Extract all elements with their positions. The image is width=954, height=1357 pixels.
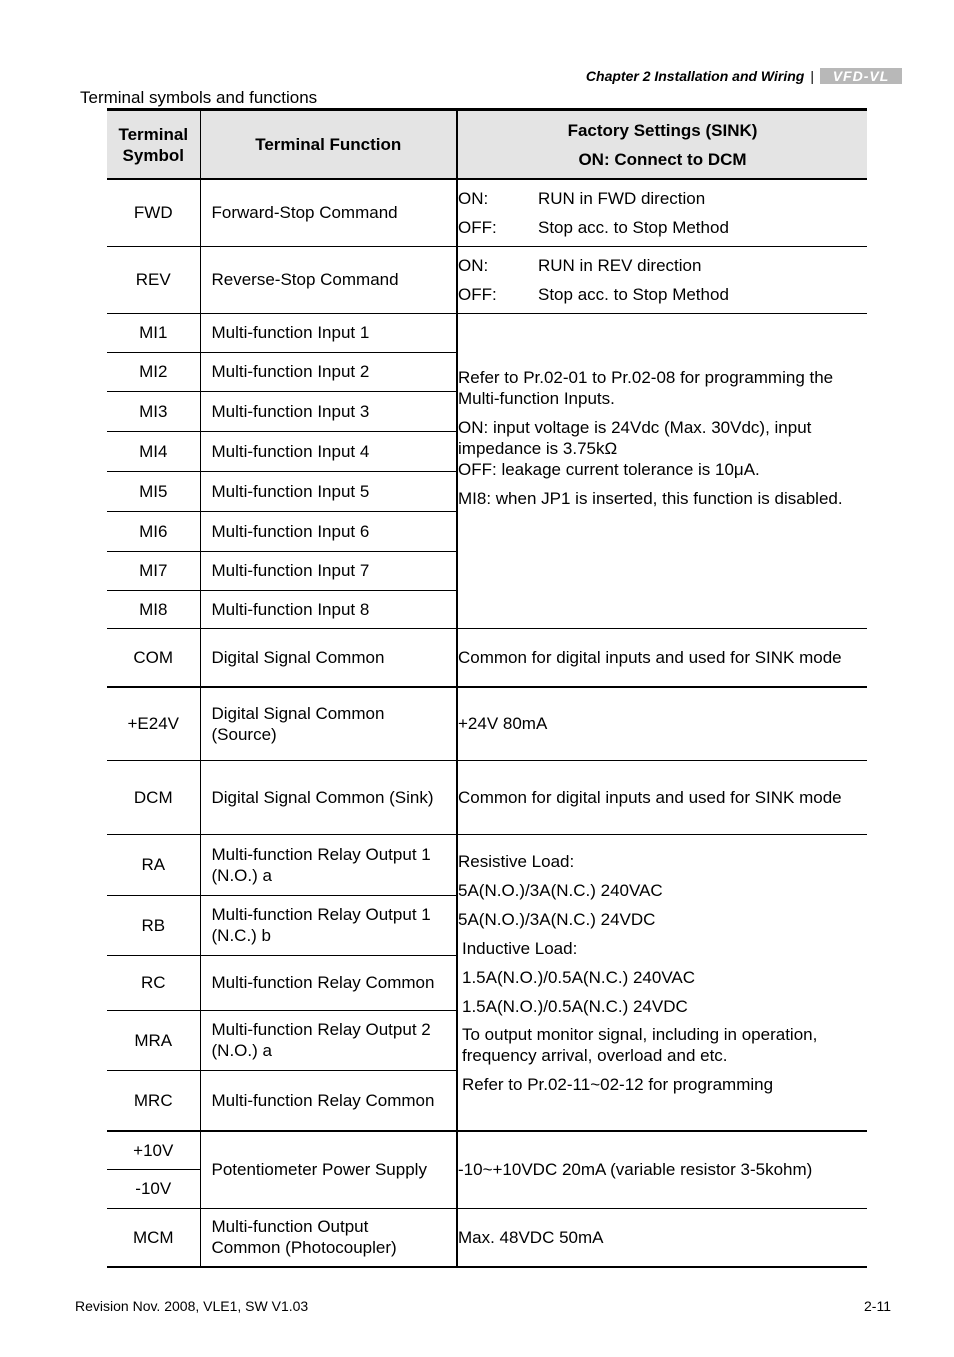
function-cell: Multi-function Input 6 xyxy=(200,511,457,551)
revision-footer: Revision Nov. 2008, VLE1, SW V1.03 xyxy=(75,1298,309,1314)
relay-settings-l4: Inductive Load: xyxy=(462,939,578,959)
symbol-cell: FWD xyxy=(107,179,200,246)
symbol-cell: MCM xyxy=(107,1208,200,1267)
symbol-cell: +E24V xyxy=(107,687,200,760)
symbol-cell: DCM xyxy=(107,760,200,834)
function-cell: Multi-function Relay Output 1 (N.O.) a xyxy=(200,834,457,895)
brand-logo: VFD-VL xyxy=(820,68,902,84)
off-value: Stop acc. to Stop Method xyxy=(538,284,729,304)
relay-settings-l8: Refer to Pr.02-11~02-12 for programming xyxy=(462,1075,774,1095)
header-symbol: Terminal Symbol xyxy=(107,110,200,180)
function-cell: Multi-function Input 5 xyxy=(200,471,457,511)
settings-cell: Max. 48VDC 50mA xyxy=(457,1208,867,1267)
relay-settings-l6: 1.5A(N.O.)/0.5A(N.C.) 24VDC xyxy=(462,997,688,1017)
function-cell: Multi-function Input 4 xyxy=(200,431,457,471)
symbol-cell: MI4 xyxy=(107,431,200,471)
symbol-cell: COM xyxy=(107,628,200,687)
relay-settings-l3: 5A(N.O.)/3A(N.C.) 24VDC xyxy=(458,910,656,930)
page-header xyxy=(586,68,902,84)
symbol-cell: MI7 xyxy=(107,551,200,590)
table-row xyxy=(107,687,867,760)
mi-settings-p4: MI8: when JP1 is inserted, this function is disabled. xyxy=(458,488,843,508)
function-cell: Multi-function Relay Output 1 (N.C.) b xyxy=(200,895,457,955)
header-separator: | xyxy=(810,68,814,84)
on-key: ON: xyxy=(458,188,489,208)
off-value: Stop acc. to Stop Method xyxy=(538,217,729,237)
page-number: 2-11 xyxy=(864,1298,891,1314)
settings-cell xyxy=(457,246,867,313)
on-value: RUN in FWD direction xyxy=(538,188,706,208)
symbol-cell: MI1 xyxy=(107,313,200,352)
relay-settings-l1: Resistive Load: xyxy=(458,852,575,872)
table-header-row xyxy=(107,110,867,180)
off-key: OFF: xyxy=(458,217,497,237)
function-cell: Digital Signal Common xyxy=(200,628,457,687)
mi-settings-cell xyxy=(457,313,867,628)
symbol-cell: -10V xyxy=(107,1169,200,1208)
mi-settings-p1: Refer to Pr.02-01 to Pr.02-08 for programming the Multi-function Inputs. xyxy=(458,367,834,408)
relay-settings-l7: To output monitor signal, including in operation, frequency arrival, overload and etc. xyxy=(462,1025,818,1066)
function-cell: Multi-function Input 2 xyxy=(200,352,457,391)
off-key: OFF: xyxy=(458,284,497,304)
header-settings-line1: Factory Settings (SINK) xyxy=(567,120,758,140)
symbol-cell: RC xyxy=(107,955,200,1010)
function-cell: Forward-Stop Command xyxy=(200,179,457,246)
mi-settings-p3: OFF: leakage current tolerance is 10μA. xyxy=(458,459,760,479)
symbol-cell: +10V xyxy=(107,1131,200,1169)
function-cell: Multi-function Relay Output 2 (N.O.) a xyxy=(200,1010,457,1070)
symbol-cell: MI5 xyxy=(107,471,200,511)
function-cell: Digital Signal Common (Sink) xyxy=(200,760,457,834)
function-cell: Multi-function Input 1 xyxy=(200,313,457,352)
table-caption: Terminal symbols and functions xyxy=(80,88,318,107)
symbol-cell: RB xyxy=(107,895,200,955)
function-cell: Multi-function Input 7 xyxy=(200,551,457,590)
function-cell: Multi-function Output Common (Photocoupler) xyxy=(200,1208,457,1267)
header-settings xyxy=(457,110,867,180)
function-cell: Digital Signal Common (Source) xyxy=(200,687,457,760)
on-value: RUN in REV direction xyxy=(538,255,702,275)
table-row xyxy=(107,313,867,352)
symbol-cell: REV xyxy=(107,246,200,313)
symbol-cell: MRC xyxy=(107,1070,200,1131)
function-cell: Reverse-Stop Command xyxy=(200,246,457,313)
table-row xyxy=(107,179,867,246)
table-row xyxy=(107,1131,867,1169)
mi-settings-p2: ON: input voltage is 24Vdc (Max. 30Vdc), input impedance is 3.75kΩ xyxy=(458,417,812,458)
table-row xyxy=(107,760,867,834)
settings-cell: Common for digital inputs and used for SINK mode xyxy=(457,760,867,834)
on-key: ON: xyxy=(458,255,489,275)
symbol-cell: RA xyxy=(107,834,200,895)
settings-cell: +24V 80mA xyxy=(457,687,867,760)
symbol-cell: MI8 xyxy=(107,590,200,628)
settings-cell: Common for digital inputs and used for SINK mode xyxy=(457,628,867,687)
table-row xyxy=(107,246,867,313)
symbol-cell: MI3 xyxy=(107,391,200,431)
symbol-cell: MI6 xyxy=(107,511,200,551)
function-cell: Multi-function Input 3 xyxy=(200,391,457,431)
relay-settings-l5: 1.5A(N.O.)/0.5A(N.C.) 240VAC xyxy=(462,968,696,988)
chapter-title: Chapter 2 Installation and Wiring xyxy=(585,68,805,84)
function-cell: Multi-function Relay Common xyxy=(200,955,457,1010)
header-settings-line2: ON: Connect to DCM xyxy=(578,149,747,169)
header-function: Terminal Function xyxy=(200,110,457,180)
table-row xyxy=(107,1208,867,1267)
settings-cell xyxy=(457,179,867,246)
symbol-cell: MRA xyxy=(107,1010,200,1070)
settings-cell: -10~+10VDC 20mA (variable resistor 3-5kohm) xyxy=(457,1131,867,1208)
function-cell: Multi-function Input 8 xyxy=(200,590,457,628)
function-cell: Potentiometer Power Supply xyxy=(200,1131,457,1208)
relay-settings-l2: 5A(N.O.)/3A(N.C.) 240VAC xyxy=(458,881,663,901)
table-row xyxy=(107,834,867,895)
terminal-table xyxy=(107,108,867,1268)
function-cell: Multi-function Relay Common xyxy=(200,1070,457,1131)
symbol-cell: MI2 xyxy=(107,352,200,391)
table-row xyxy=(107,628,867,687)
relay-settings-cell xyxy=(457,834,867,1131)
